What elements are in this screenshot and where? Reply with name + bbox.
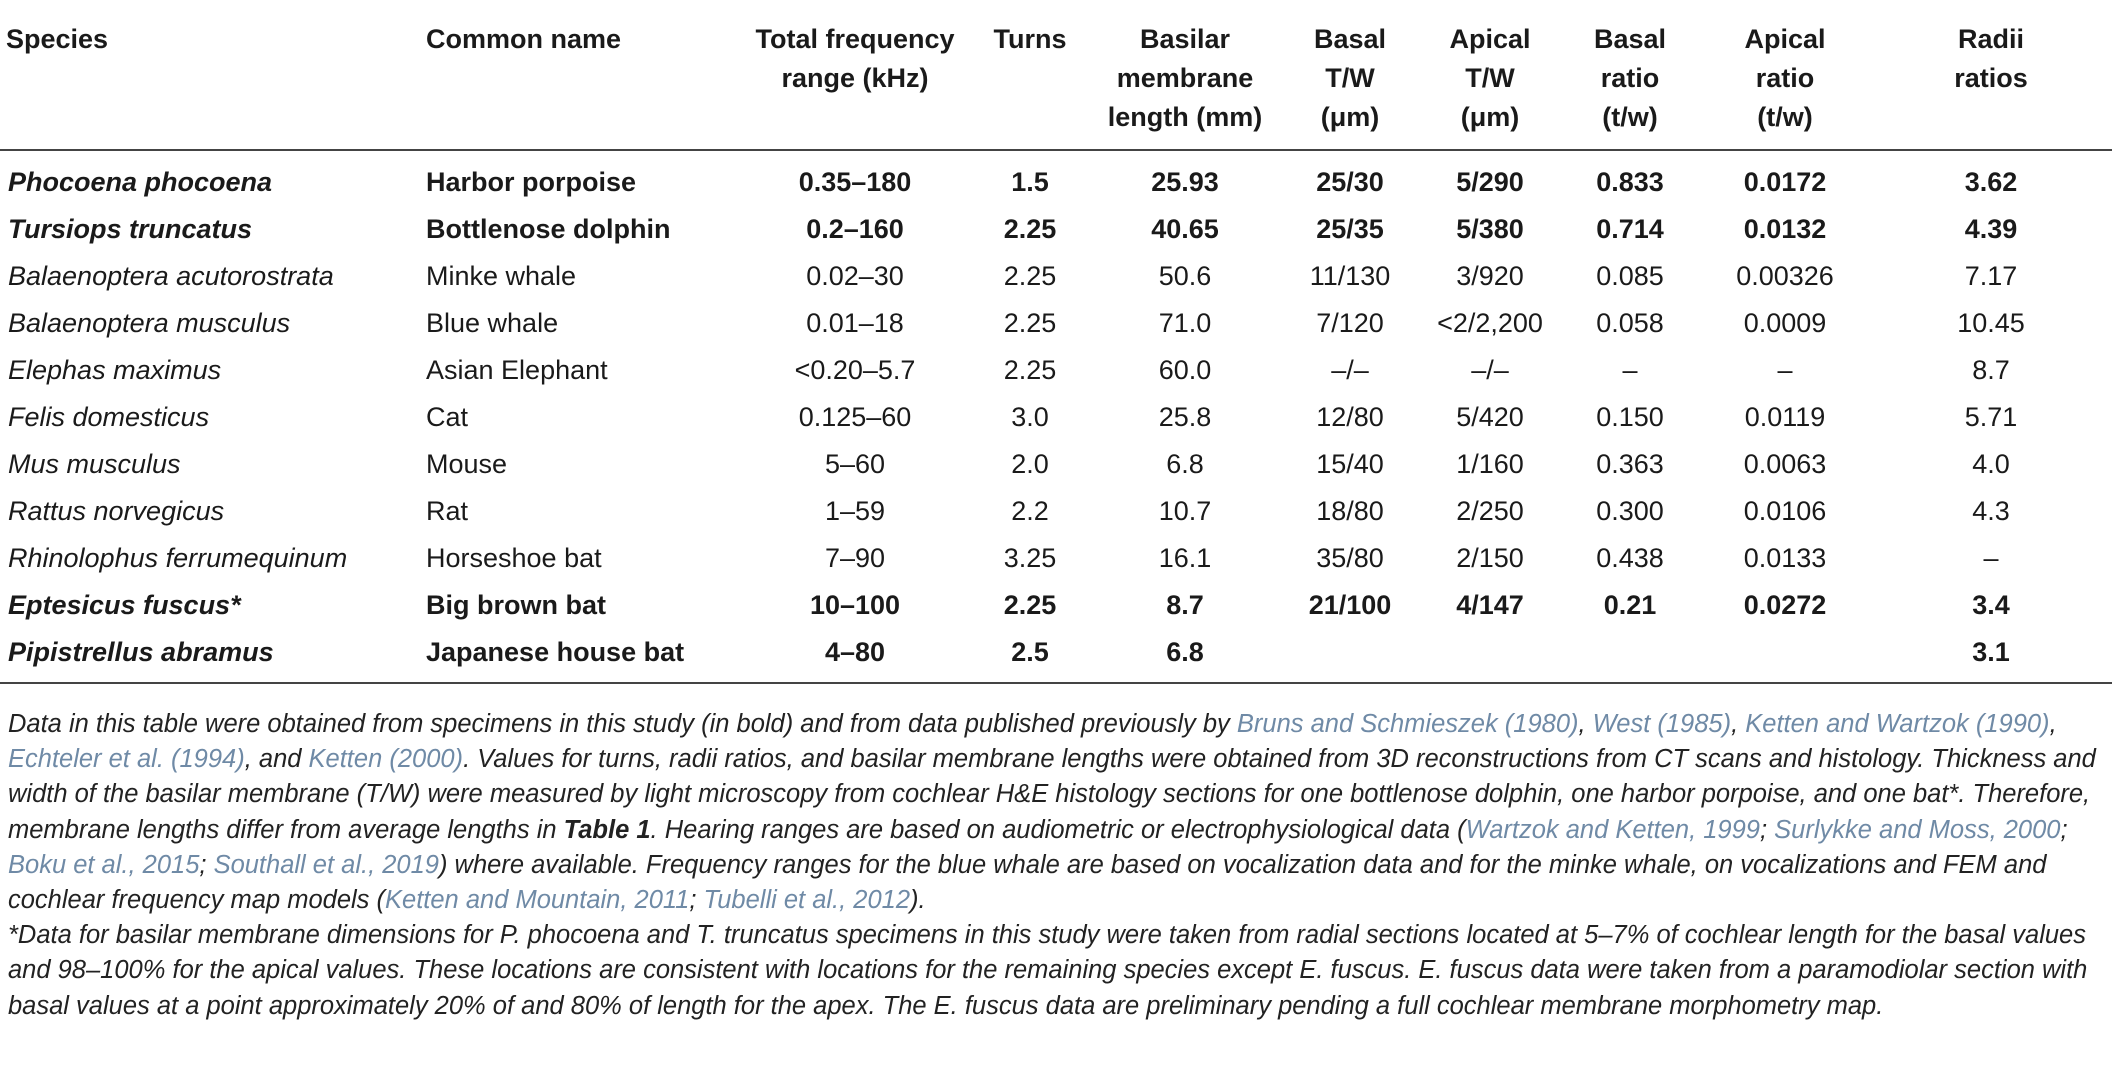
common-name-cell: Japanese house bat <box>420 629 740 683</box>
turns-cell: 3.0 <box>1011 402 1049 432</box>
radii-ratio-cell: 3.1 <box>1870 629 2112 683</box>
species-cell: Rattus norvegicus <box>8 496 225 526</box>
basal-tw-cell: 7/120 <box>1316 308 1384 338</box>
turns-cell: 2.25 <box>1003 261 1057 291</box>
common-name-cell: Rat <box>426 496 469 526</box>
basal-tw-cell: 35/80 <box>1316 543 1384 573</box>
basal-ratio-cell: 0.150 <box>1596 402 1664 432</box>
species-cell: Phocoena phocoena <box>8 167 273 197</box>
frequency-range-cell: 4–80 <box>740 629 970 683</box>
column-header <box>1560 0 1700 150</box>
table-row <box>0 300 2112 347</box>
column-header-line: (μm) <box>1320 102 1380 132</box>
turns-cell: 2.25 <box>1003 590 1057 620</box>
frequency-range-cell: 0.125–60 <box>798 402 912 432</box>
table-row <box>0 629 2112 683</box>
apical-ratio-cell: 0.0272 <box>1743 590 1827 620</box>
column-header-line: Basal <box>1593 24 1667 54</box>
apical-tw-cell: 5/290 <box>1456 167 1524 197</box>
apical-tw-cell <box>1420 629 1560 683</box>
radii-ratio-cell: 10.45 <box>1957 308 2025 338</box>
column-header <box>1870 0 2112 150</box>
column-header-line: T/W <box>1325 63 1375 93</box>
column-header-line: T/W <box>1465 63 1515 93</box>
species-cell: Rhinolophus ferrumequinum <box>8 543 348 573</box>
apical-ratio-cell: 0.0133 <box>1743 543 1827 573</box>
apical-tw-cell: 2/150 <box>1456 543 1524 573</box>
frequency-range-cell: 0.35–180 <box>798 167 912 197</box>
membrane-length-cell: 25.93 <box>1151 167 1219 197</box>
basal-tw-cell: 18/80 <box>1316 496 1384 526</box>
apical-tw-cell: –/– <box>1471 355 1509 385</box>
table-reference: Table 1 <box>563 815 651 844</box>
radii-ratio-cell: 3.62 <box>1964 167 2018 197</box>
footnote-text: ). <box>910 886 926 915</box>
column-header-line: Radii <box>1957 24 2024 54</box>
membrane-length-cell: 71.0 <box>1158 308 1212 338</box>
table-row <box>0 206 2112 253</box>
basal-tw-cell: 15/40 <box>1316 449 1384 479</box>
frequency-range-cell: 7–90 <box>824 543 886 573</box>
citation-link: West (1985) <box>1592 710 1732 738</box>
apical-tw-cell: 2/250 <box>1456 496 1524 526</box>
footnote-text: *Data for basilar membrane dimensions for P. phocoena and T. truncatus specimens in this study were taken from radial sections located at 5–7% of cochlear length for the basal values and 98–100% for the apical values. These locations are consistent with locations for the remaining species except E. fuscus. E. fuscus data were taken from a paramodiolar section with basal values at a point approximately 20% of and 80% of length for the apex. The E. fuscus data are preliminary pending a full cochlear membrane morphometry map. <box>8 921 2088 1020</box>
radii-ratio-cell: 4.0 <box>1972 449 2010 479</box>
footnote-text: , <box>1578 710 1593 738</box>
apical-ratio-cell: 0.0132 <box>1743 214 1827 244</box>
basal-tw-cell: 25/30 <box>1316 167 1384 197</box>
apical-ratio-cell: 0.0063 <box>1743 449 1827 479</box>
citation-link: Boku et al., 2015 <box>8 850 200 879</box>
apical-ratio-cell: 0.00326 <box>1736 261 1834 291</box>
common-name-cell: Mouse <box>426 449 508 479</box>
citation-link: Wartzok and Ketten, 1999 <box>1465 815 1760 844</box>
radii-ratio-cell: 4.3 <box>1972 496 2010 526</box>
column-header-line: Species <box>6 24 109 54</box>
footnote-main <box>8 707 2108 918</box>
footnote-text: , and <box>244 745 309 774</box>
table-body <box>0 150 2112 683</box>
turns-cell: 2.0 <box>1011 449 1049 479</box>
column-header-line: length (mm) <box>1107 102 1263 132</box>
basal-ratio-cell: 0.438 <box>1596 543 1664 573</box>
column-header-line: range (kHz) <box>781 63 929 93</box>
basal-ratio-cell: 0.363 <box>1596 449 1664 479</box>
apical-tw-cell: 3/920 <box>1456 261 1524 291</box>
column-header <box>1420 0 1560 150</box>
column-header <box>0 0 420 150</box>
species-cell: Eptesicus fuscus* <box>8 590 241 620</box>
apical-tw-cell: <2/2,200 <box>1437 308 1543 338</box>
membrane-length-cell: 6.8 <box>1090 629 1280 683</box>
table-row <box>0 582 2112 629</box>
column-header <box>1090 0 1280 150</box>
membrane-length-cell: 6.8 <box>1166 449 1204 479</box>
frequency-range-cell: 1–59 <box>824 496 886 526</box>
basal-ratio-cell: – <box>1622 355 1638 385</box>
column-header <box>1700 0 1870 150</box>
membrane-length-cell: 16.1 <box>1158 543 1212 573</box>
frequency-range-cell: 0.01–18 <box>806 308 904 338</box>
common-name-cell: Harbor porpoise <box>426 167 637 197</box>
turns-cell: 2.2 <box>1011 496 1049 526</box>
table-footnotes <box>8 707 2108 1024</box>
footnote-text: . Values for turns, radii ratios, and basilar membrane lengths were obtained from 3D reconstructions from CT scans and histology. Thickness and width of the basilar membrane (T/W) were measured by light microscopy from cochlear H&E histology sections for one bottlenose dolphin, one harbor porpoise, and one bat*. Therefore, membrane lengths differ from average lengths in <box>8 745 2096 844</box>
table-row <box>0 394 2112 441</box>
apical-tw-cell: 1/160 <box>1456 449 1524 479</box>
species-cell: Tursiops truncatus <box>8 214 253 244</box>
membrane-length-cell: 40.65 <box>1151 214 1219 244</box>
citation-link: Bruns and Schmieszek (1980) <box>1236 710 1579 738</box>
basal-tw-cell <box>1280 629 1420 683</box>
basal-tw-cell: 21/100 <box>1308 590 1392 620</box>
basal-ratio-cell: 0.085 <box>1596 261 1664 291</box>
apical-tw-cell: 5/420 <box>1456 402 1524 432</box>
table-header-row <box>0 0 2112 150</box>
apical-ratio-cell: – <box>1777 355 1793 385</box>
frequency-range-cell: 0.02–30 <box>806 261 904 291</box>
column-header-line: ratio <box>1600 63 1660 93</box>
common-name-cell: Bottlenose dolphin <box>426 214 671 244</box>
citation-link: Ketten and Wartzok (1990) <box>1745 710 2050 738</box>
radii-ratio-cell: 3.4 <box>1972 590 2010 620</box>
membrane-length-cell: 60.0 <box>1158 355 1212 385</box>
column-header-line: (μm) <box>1460 102 1520 132</box>
footnote-asterisk <box>8 918 2108 1024</box>
table-row <box>0 253 2112 300</box>
footnote-text: Data in this table were obtained from specimens in this study (in bold) and from data published previously by <box>8 710 1237 738</box>
radii-ratio-cell: 8.7 <box>1972 355 2010 385</box>
frequency-range-cell: <0.20–5.7 <box>794 355 916 385</box>
membrane-length-cell: 25.8 <box>1158 402 1212 432</box>
table-row <box>0 488 2112 535</box>
apical-ratio-cell: 0.0009 <box>1743 308 1827 338</box>
frequency-range-cell: 0.2–160 <box>806 214 904 244</box>
turns-cell: 2.25 <box>1003 214 1057 244</box>
column-header-line: Basilar <box>1139 24 1231 54</box>
radii-ratio-cell: 5.71 <box>1964 402 2018 432</box>
column-header <box>740 0 970 150</box>
citation-link: Tubelli et al., 2012 <box>703 886 911 915</box>
basal-ratio-cell: 0.21 <box>1603 590 1657 620</box>
footnote-text: , <box>2049 710 2057 738</box>
column-header <box>420 0 740 150</box>
turns-cell: 2.25 <box>1003 355 1057 385</box>
footnote-text: . Hearing ranges are based on audiometric or electrophysiological data ( <box>650 815 1466 844</box>
table-row <box>0 441 2112 488</box>
common-name-cell: Minke whale <box>426 261 577 291</box>
footnote-text: , <box>1731 710 1746 738</box>
basal-tw-cell: 11/130 <box>1309 261 1391 291</box>
apical-ratio-cell: 0.0119 <box>1744 402 1826 432</box>
frequency-range-cell: 5–60 <box>824 449 886 479</box>
apical-ratio-cell: 0.0172 <box>1743 167 1827 197</box>
species-cell: Felis domesticus <box>8 402 210 432</box>
column-header-line: (t/w) <box>1602 102 1658 132</box>
turns-cell: 2.5 <box>970 629 1090 683</box>
common-name-cell: Blue whale <box>426 308 559 338</box>
basal-ratio-cell: 0.833 <box>1596 167 1664 197</box>
membrane-length-cell: 50.6 <box>1158 261 1212 291</box>
turns-cell: 3.25 <box>1003 543 1057 573</box>
column-header <box>1280 0 1420 150</box>
species-cell: Mus musculus <box>8 449 181 479</box>
radii-ratio-cell: 4.39 <box>1964 214 2018 244</box>
common-name-cell: Horseshoe bat <box>426 543 602 573</box>
basal-ratio-cell: 0.300 <box>1596 496 1664 526</box>
column-header-line: Turns <box>993 24 1067 54</box>
column-header-line: ratio <box>1755 63 1815 93</box>
common-name-cell: Cat <box>426 402 469 432</box>
column-header-line: Common name <box>426 24 622 54</box>
turns-cell: 1.5 <box>1011 167 1049 197</box>
membrane-length-cell: 8.7 <box>1166 590 1204 620</box>
column-header-line: Apical <box>1449 24 1531 54</box>
footnote-text: ; <box>689 886 704 915</box>
footnote-text: ; <box>1759 815 1775 844</box>
basal-tw-cell: –/– <box>1331 355 1369 385</box>
column-header-line: Total frequency <box>755 24 955 54</box>
citation-link: Southall et al., 2019 <box>213 850 439 879</box>
common-name-cell: Asian Elephant <box>426 355 608 385</box>
apical-tw-cell: 4/147 <box>1456 590 1524 620</box>
citation-link: Ketten (2000) <box>308 745 464 774</box>
basal-ratio-cell: 0.714 <box>1596 214 1664 244</box>
column-header-line: membrane <box>1116 63 1254 93</box>
species-cell: Elephas maximus <box>8 355 222 385</box>
basal-ratio-cell: 0.058 <box>1596 308 1664 338</box>
apical-ratio-cell: 0.0106 <box>1743 496 1827 526</box>
citation-link: Ketten and Mountain, 2011 <box>385 886 690 915</box>
species-cell: Balaenoptera acutorostrata <box>8 261 334 291</box>
footnote-text: ) where available. Frequency ranges for the blue whale are based on vocalization data and for the minke whale, on vocalizations and FEM and cochlear frequency map models ( <box>8 850 2047 915</box>
table-row <box>0 535 2112 582</box>
species-cell: Pipistrellus abramus <box>0 629 420 683</box>
basal-ratio-cell <box>1560 629 1700 683</box>
basal-tw-cell: 25/35 <box>1316 214 1384 244</box>
citation-link: Echteler et al. (1994) <box>8 745 245 774</box>
apical-tw-cell: 5/380 <box>1456 214 1524 244</box>
table-row <box>0 347 2112 394</box>
radii-ratio-cell: 7.17 <box>1964 261 2018 291</box>
table-row <box>0 150 2112 206</box>
basal-tw-cell: 12/80 <box>1316 402 1384 432</box>
frequency-range-cell: 10–100 <box>809 590 901 620</box>
membrane-length-cell: 10.7 <box>1158 496 1212 526</box>
apical-ratio-cell <box>1700 629 1870 683</box>
column-header <box>970 0 1090 150</box>
species-cell: Balaenoptera musculus <box>8 308 291 338</box>
footnote-text: ; <box>2060 815 2068 844</box>
column-header-line: Basal <box>1313 24 1387 54</box>
column-header-line: ratios <box>1954 63 2028 93</box>
column-header-line: (t/w) <box>1757 102 1813 132</box>
turns-cell: 2.25 <box>1003 308 1057 338</box>
radii-ratio-cell: – <box>1983 543 1999 573</box>
citation-link: Surlykke and Moss, 2000 <box>1774 815 2061 844</box>
column-header-line: Apical <box>1744 24 1826 54</box>
common-name-cell: Big brown bat <box>426 590 606 620</box>
footnote-text: ; <box>199 850 214 879</box>
